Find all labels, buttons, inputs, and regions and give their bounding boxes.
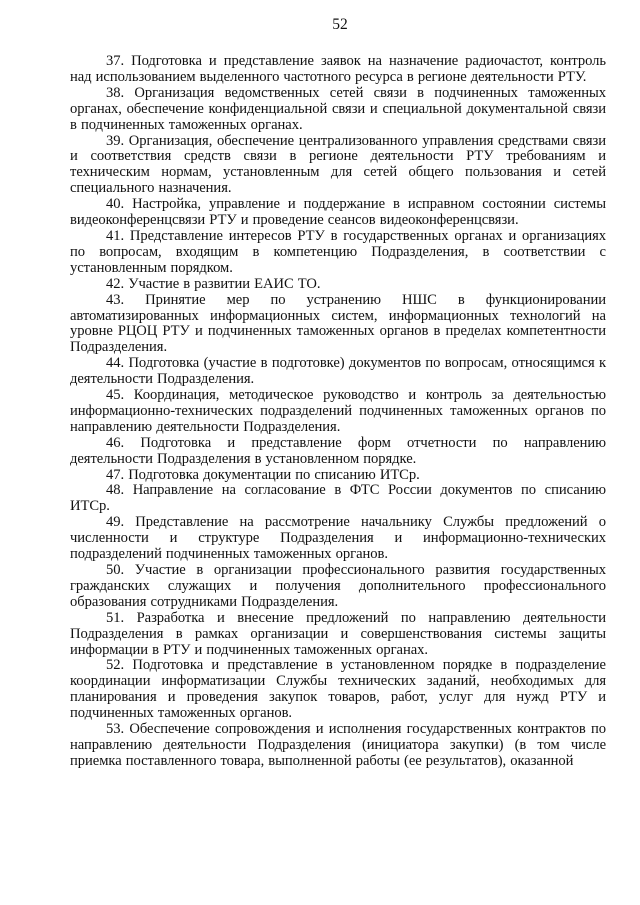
paragraph-42: 42. Участие в развитии ЕАИС ТО. [106, 275, 321, 292]
paragraph-52: 52. Подготовка и представление в установленном порядке в подразделение координации информатизации Службы технических заданий, необходимых для планирования и проведения закупок товаров, работ, услуг для нужд РТУ и подчиненных таможенных органов. [70, 657, 606, 722]
paragraph-44: 44. Подготовка (участие в подготовке) документов по вопросам, относящимся к деятельности Подразделения. [70, 355, 606, 388]
paragraph-40: 40. Настройка, управление и поддержание в исправном состоянии системы видеоконференцсвязи РТУ и проведение сеансов видеоконференцсвязи. [70, 196, 606, 229]
paragraph-47: 47. Подготовка документации по списанию ИТСр. [106, 466, 420, 483]
paragraph-38: 38. Организация ведомственных сетей связи в подчиненных таможенных органах, обеспечение конфиденциальной связи и специальной документальной связи в подчиненных таможенных органах. [70, 84, 606, 133]
paragraph-53: 53. Обеспечение сопровождения и исполнения государственных контрактов по направлению деятельности Подразделения (инициатора закупки) (в том числе приемка поставленного товара, выполненной работы (ее результатов), оказанной [70, 721, 606, 769]
paragraph-39: 39. Организация, обеспечение централизованного управления средствами связи и соответствия средств связи в регионе деятельности РТУ требованиям и техническим нормам, установленным для сетей общего пользования и сетей специального назначения. [70, 132, 606, 197]
paragraph-48: 48. Направление на согласование в ФТС России документов по списанию ИТСр. [70, 482, 606, 515]
paragraph-46: 46. Подготовка и представление форм отчетности по направлению деятельности Подразделения в установленном порядке. [70, 434, 606, 467]
paragraph-50: 50. Участие в организации профессионального развития государственных гражданских служащих и получения дополнительного профессионального образования сотрудниками Подразделения. [70, 562, 606, 610]
paragraph-49: 49. Представление на рассмотрение начальнику Службы предложений о численности и структуре Подразделения и информационно-технических подразделений подчиненных таможенных органов. [70, 514, 606, 563]
paragraph-45: 45. Координация, методическое руководство и контроль за деятельностью информационно-технических подразделений подчиненных таможенных органов по направлению деятельности Подразделения. [70, 387, 606, 435]
paragraph-51: 51. Разработка и внесение предложений по направлению деятельности Подразделения в рамках организации и совершенствования системы защиты информации в РТУ и подчиненных таможенных органах. [70, 609, 606, 658]
page-number: 52 [332, 16, 348, 33]
document-body [70, 54, 606, 770]
paragraph-37: 37. Подготовка и представление заявок на назначение радиочастот, контроль над использованием выделенного частотного ресурса в регионе деятельности РТУ. [70, 53, 606, 85]
paragraph-43: 43. Принятие мер по устранению НШС в функционировании автоматизированных информационных систем, информационных технологий на уровне РЦОЦ РТУ и подчиненных таможенных органов в пределах компетентности Подразделения. [70, 291, 606, 356]
paragraph-41: 41. Представление интересов РТУ в государственных органах и организациях по вопросам, входящим в компетенцию Подразделения, в соответствии с установленным порядком. [70, 227, 606, 276]
